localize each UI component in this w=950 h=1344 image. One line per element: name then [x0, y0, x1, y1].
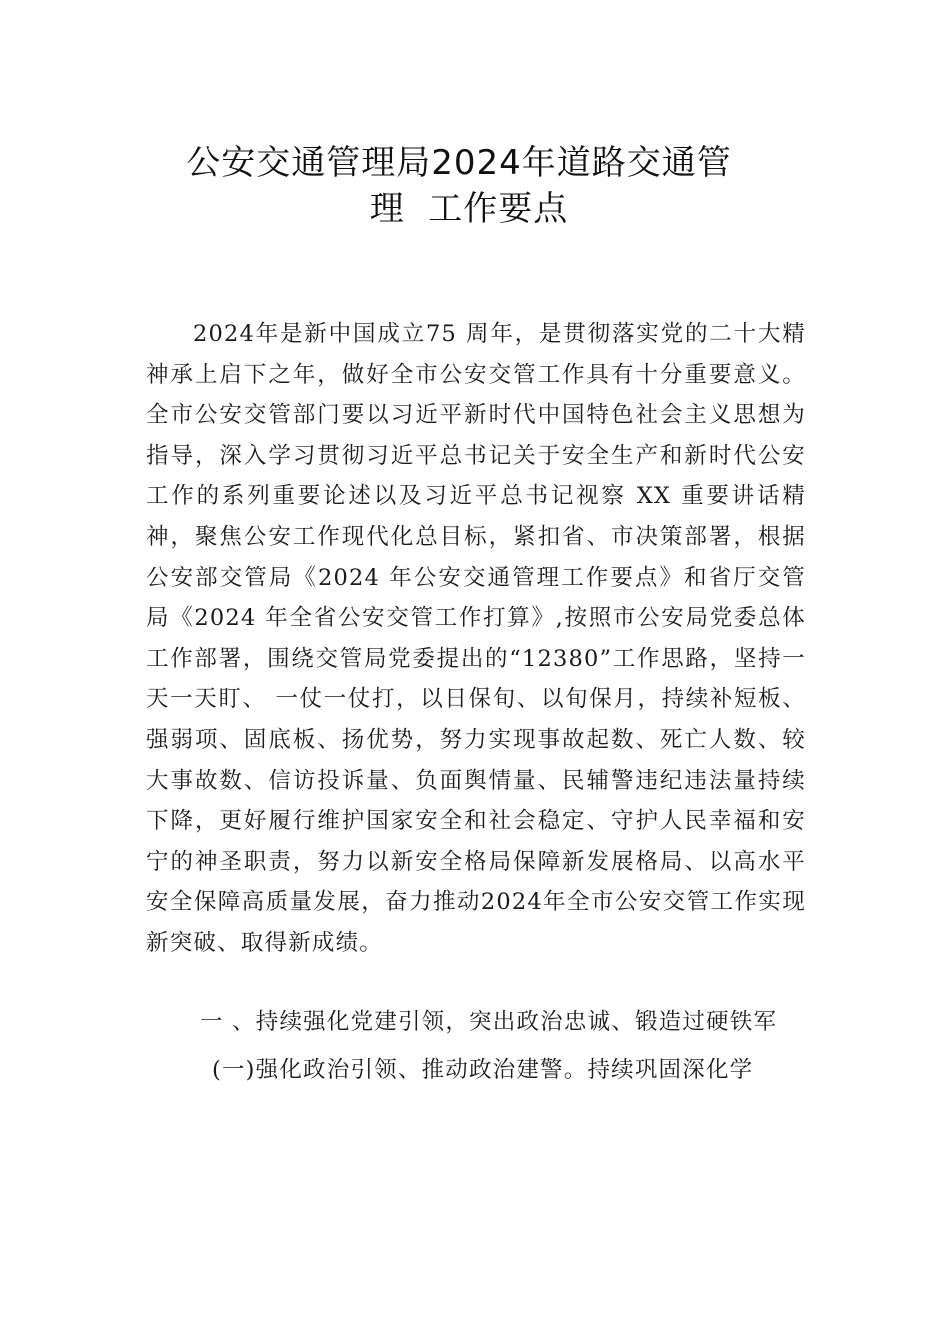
intro-paragraph: 2024年是新中国成立75 周年，是贯彻落实党的二十大精神承上启下之年，做好全市公安交管工作具有十分重要意义。全市公安交管部门要以习近平新时代中国特色社会主义思想为指导，深入学习贯彻习近平总书记关于安全生产和新时代公安工作的系列重要论述以及习近平总书记视察 XX 重要讲话精神，聚焦公安工作现代化总目标，紧扣省、市决策部署，根据公安部交管局《2024 年公安交通管理工作要点》和省厅交管局《2024 年全省公安交管工作打算》,按照市公安局党委总体工作部署，围绕交管局党委提出的“12380”工作思路，坚持一天一天盯、 一仗一仗打，以日保旬、以旬保月，持续补短板、强弱项、固底板、扬优势，努力实现事故起数、死亡人数、较大事故数、信访投诉量、负面舆情量、民辅警违纪违法量持续下降，更好履行维护国家安全和社会稳定、守护人民幸福和安宁的神圣职责，努力以新安全格局保障新发展格局、以高水平安全保障高质量发展，奋力推动2024年全市公安交管工作实现新突破、取得新成绩。 [146, 321, 806, 956]
section-heading-1: 一 、持续强化党建引领，突出政治忠诚、锻造过硬铁军 [200, 1009, 778, 1035]
document-title-line-2: 理 工作要点 [369, 189, 569, 229]
document-title-line-1: 公安交通管理局2024年道路交通管 [186, 143, 732, 183]
subsection-heading-1: (一)强化政治引领、推动政治建警。持续巩固深化学 [212, 1057, 754, 1083]
